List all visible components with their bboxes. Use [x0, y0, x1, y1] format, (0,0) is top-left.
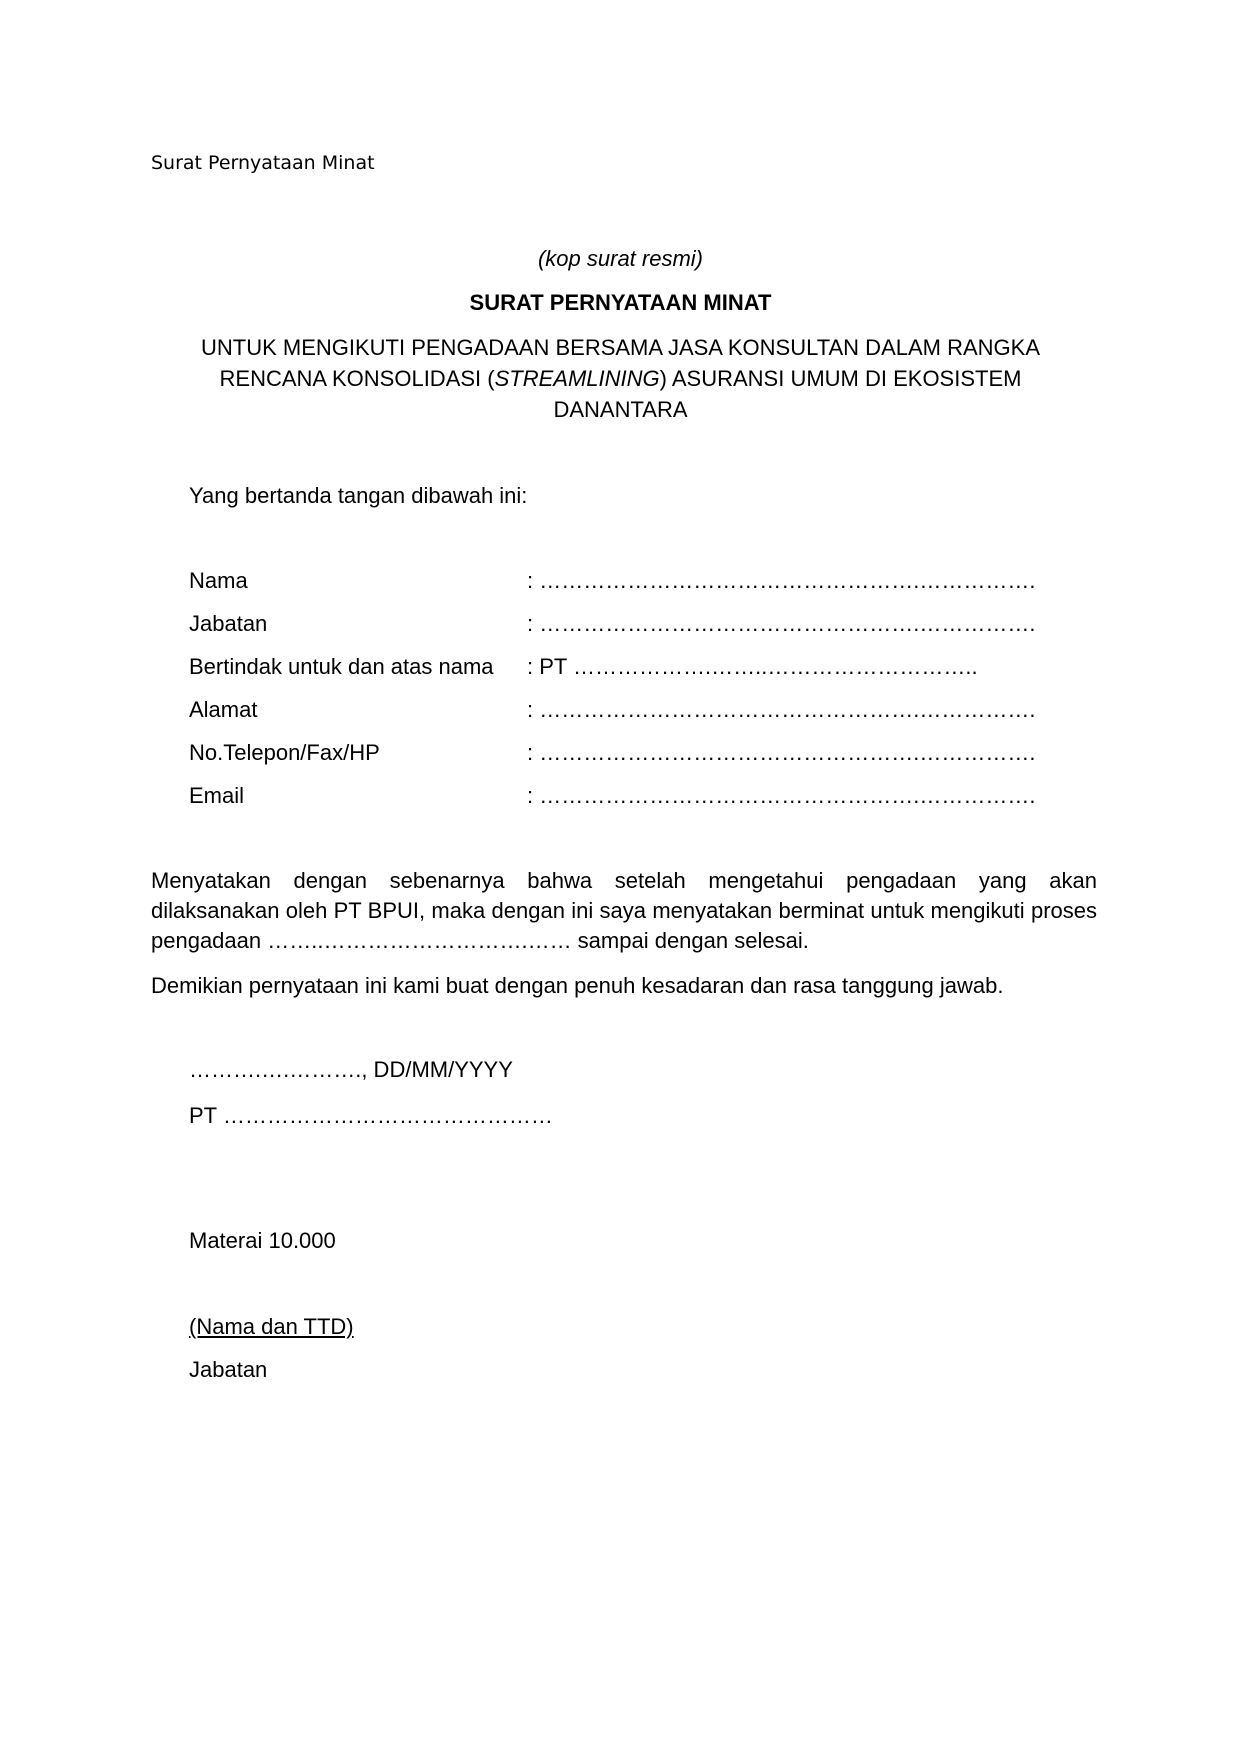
closing-paragraph: Demikian pernyataan ini kami buat dengan penuh kesadaran dan rasa tanggung jawab.: [151, 973, 1004, 998]
letterhead-placeholder: (kop surat resmi): [537, 246, 704, 271]
intro-text: Yang bertanda tangan dibawah ini:: [189, 483, 528, 508]
field-value-phone: : …………………………………………….…………….: [527, 740, 1036, 765]
field-value-email: : …………………………………………….…………….: [527, 783, 1036, 808]
field-label-alamat: Alamat: [189, 697, 258, 722]
signature-name: (Nama dan TTD): [189, 1314, 354, 1339]
document-title: SURAT PERNYATAAN MINAT: [469, 290, 772, 315]
field-value-jabatan: : …………………………………………….…………….: [527, 611, 1036, 636]
signature-position: Jabatan: [189, 1357, 268, 1382]
field-label-phone: No.Telepon/Fax/HP: [189, 740, 380, 765]
field-value-alamat: : …………………………………………….…………….: [527, 697, 1036, 722]
field-label-jabatan: Jabatan: [189, 611, 268, 636]
stamp-duty-label: Materai 10.000: [189, 1228, 336, 1253]
field-label-company: Bertindak untuk dan atas nama: [189, 654, 494, 679]
subtitle-line-1: UNTUK MENGIKUTI PENGADAAN BERSAMA JASA KONSULTAN DALAM RANGKA: [200, 335, 1041, 360]
field-label-email: Email: [189, 783, 245, 808]
document-subtitle: [0, 332, 1241, 425]
field-value-nama: : …………………………………………….…………….: [527, 568, 1036, 593]
subtitle-line-2: [0, 363, 1241, 394]
subtitle-line-2-post: ) ASURANSI UMUM DI EKOSISTEM: [659, 366, 1022, 391]
subtitle-line-3: DANANTARA: [553, 397, 688, 422]
field-value-company: : PT ……………….……..………………………..: [527, 654, 978, 679]
subtitle-line-2-pre: RENCANA KONSOLIDASI (: [219, 366, 495, 391]
place-date: ……….….………., DD/MM/YYYY: [189, 1057, 513, 1082]
subtitle-line-2-italic: STREAMLINING: [494, 366, 660, 391]
signature-company: PT ………………………………………: [189, 1103, 553, 1128]
statement-paragraph: Menyatakan dengan sebenarnya bahwa setelah mengetahui pengadaan yang akan dilaksanakan oleh PT BPUI, maka dengan ini saya menyatakan berminat untuk mengikuti proses pengadaan ……..……………………….…… sampai dengan selesai.: [151, 868, 1097, 953]
field-label-nama: Nama: [189, 568, 248, 593]
page-header-title: Surat Pernyataan Minat: [151, 152, 375, 174]
